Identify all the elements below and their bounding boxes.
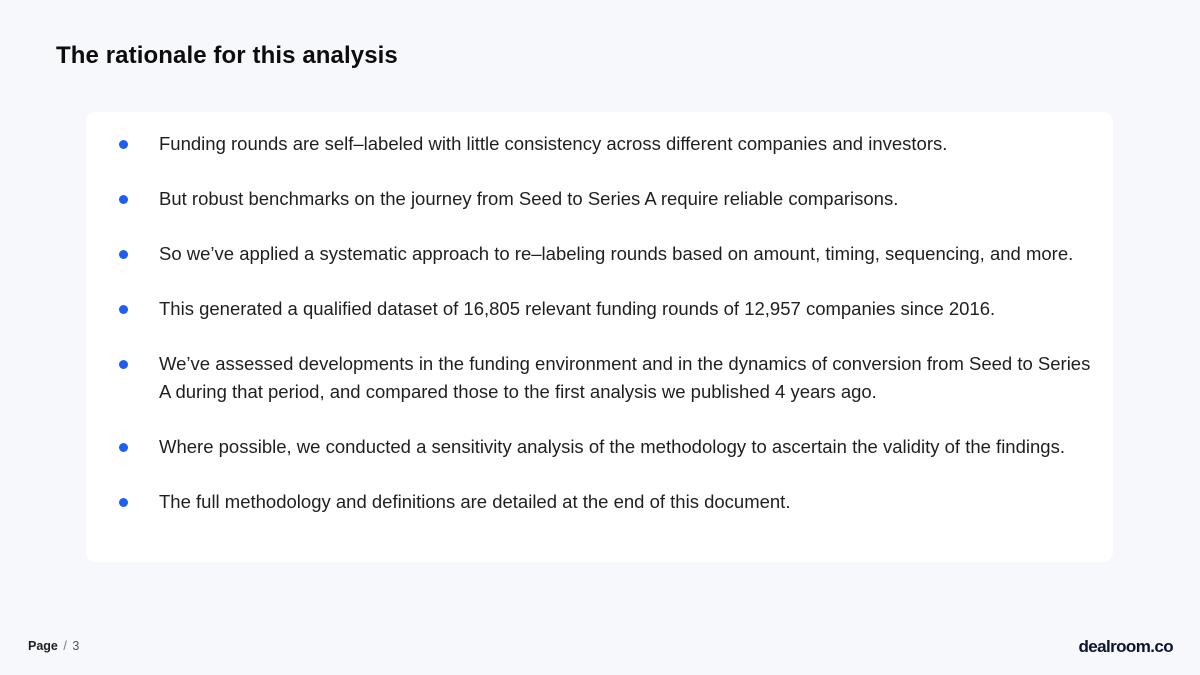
list-item bbox=[118, 433, 1093, 461]
bullet-dot-icon bbox=[119, 443, 128, 452]
page-separator: / bbox=[63, 639, 67, 653]
list-item bbox=[118, 488, 1093, 516]
brand-logo: dealroom.co bbox=[1078, 637, 1173, 656]
page-label: Page bbox=[28, 639, 58, 653]
bullet-dot-icon bbox=[119, 250, 128, 259]
bullet-text: The full methodology and definitions are detailed at the end of this document. bbox=[159, 490, 791, 512]
bullet-dot-icon bbox=[119, 360, 128, 369]
bullet-dot-icon bbox=[119, 498, 128, 507]
list-item bbox=[118, 295, 1093, 323]
bullet-text: This generated a qualified dataset of 16,805 relevant funding rounds of 12,957 companies since 2016. bbox=[159, 298, 996, 319]
bullet-dot-icon bbox=[119, 195, 128, 204]
page-title: The rationale for this analysis bbox=[56, 42, 398, 69]
list-item bbox=[118, 130, 1093, 158]
bullet-text: Funding rounds are self–labeled with little consistency across different companies and investors. bbox=[159, 133, 948, 154]
page-indicator bbox=[28, 639, 79, 653]
page-number: 3 bbox=[72, 639, 80, 653]
bullet-text: We’ve assessed developments in the funding environment and in the dynamics of conversion from Seed to Series A during that period, and compared those to the first analysis we published 4 years ago. bbox=[159, 353, 1091, 402]
bullet-text: Where possible, we conducted a sensitivity analysis of the methodology to ascertain the validity of the findings. bbox=[159, 435, 1065, 457]
content-card bbox=[86, 112, 1113, 562]
bullet-dot-icon bbox=[119, 140, 128, 149]
bullet-dot-icon bbox=[119, 305, 128, 314]
list-item bbox=[118, 185, 1093, 213]
bullet-list bbox=[118, 130, 1093, 515]
bullet-text: So we’ve applied a systematic approach to re–labeling rounds based on amount, timing, sequencing, and more. bbox=[159, 243, 1074, 264]
bullet-text: But robust benchmarks on the journey from Seed to Series A require reliable comparisons. bbox=[159, 188, 899, 209]
list-item bbox=[118, 240, 1093, 268]
list-item bbox=[118, 350, 1093, 405]
